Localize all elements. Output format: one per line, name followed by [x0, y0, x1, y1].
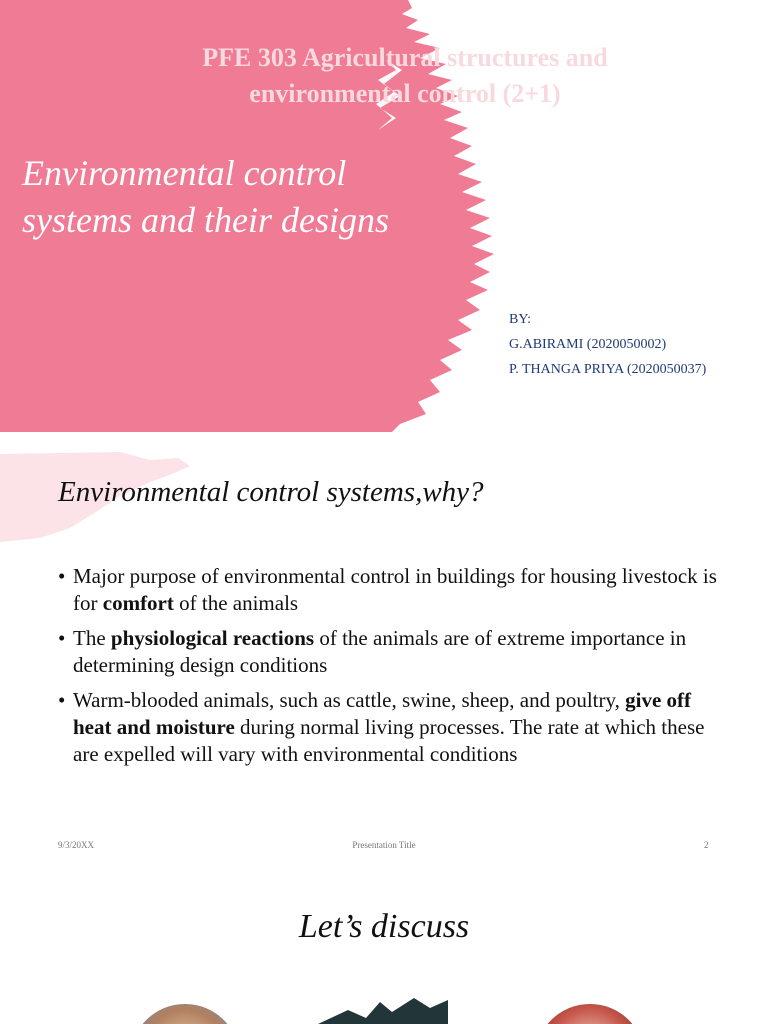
bullet-text: of the animals	[173, 591, 299, 615]
bullet-list	[58, 563, 718, 776]
author-1: G.ABIRAMI (2020050002)	[509, 337, 667, 352]
animal-photo-2	[535, 1004, 645, 1024]
bullet-text: during normal living processes. The rate at which these are expelled will vary with environmental conditions	[73, 715, 705, 766]
bullet-emphasis: comfort	[102, 591, 174, 615]
footer-title: Presentation Title	[352, 840, 416, 850]
bullet-text: Major purpose of environmental control in buildings for housing livestock is for	[73, 564, 717, 615]
animal-photo-1	[130, 1004, 240, 1024]
by-label: BY:	[509, 312, 532, 327]
bullet-dot-icon: •	[58, 626, 66, 650]
bullet-text: Warm-blooded animals, such as cattle, swine, sheep, and poultry,	[73, 688, 626, 712]
slide-title: Let’s discuss	[298, 908, 470, 945]
course-title-line-2: environmental control (2+1)	[249, 79, 561, 108]
bullet-emphasis: physiological reactions	[110, 626, 315, 650]
slide-1-title[interactable]	[0, 0, 768, 432]
bullet-item	[58, 563, 718, 617]
course-title-line-1: PFE 303 Agricultural structures and	[202, 43, 608, 72]
slide-title: Environmental control systems,why?	[58, 476, 484, 508]
footer-page-number: 2	[704, 840, 709, 850]
course-title	[150, 40, 660, 112]
bird-silhouette-image	[318, 998, 448, 1024]
slide-3-discussion[interactable]	[0, 864, 768, 1024]
bullet-text: The	[73, 626, 111, 650]
author-2: P. THANGA PRIYA (2020050037)	[509, 362, 707, 377]
bullet-dot-icon: •	[58, 564, 66, 588]
slide-2-content[interactable]	[0, 432, 768, 864]
footer-date: 9/3/20XX	[58, 840, 94, 850]
bullet-item	[58, 687, 718, 768]
bullet-emphasis: give off heat and moisture	[73, 688, 692, 739]
bullet-text: of the animals are of extreme importance in determining design conditions	[73, 626, 687, 677]
bullet-dot-icon: •	[58, 688, 66, 712]
presentation-title: Environmental control systems and their designs	[22, 153, 389, 240]
bullet-item	[58, 625, 718, 679]
author-list	[509, 307, 706, 382]
